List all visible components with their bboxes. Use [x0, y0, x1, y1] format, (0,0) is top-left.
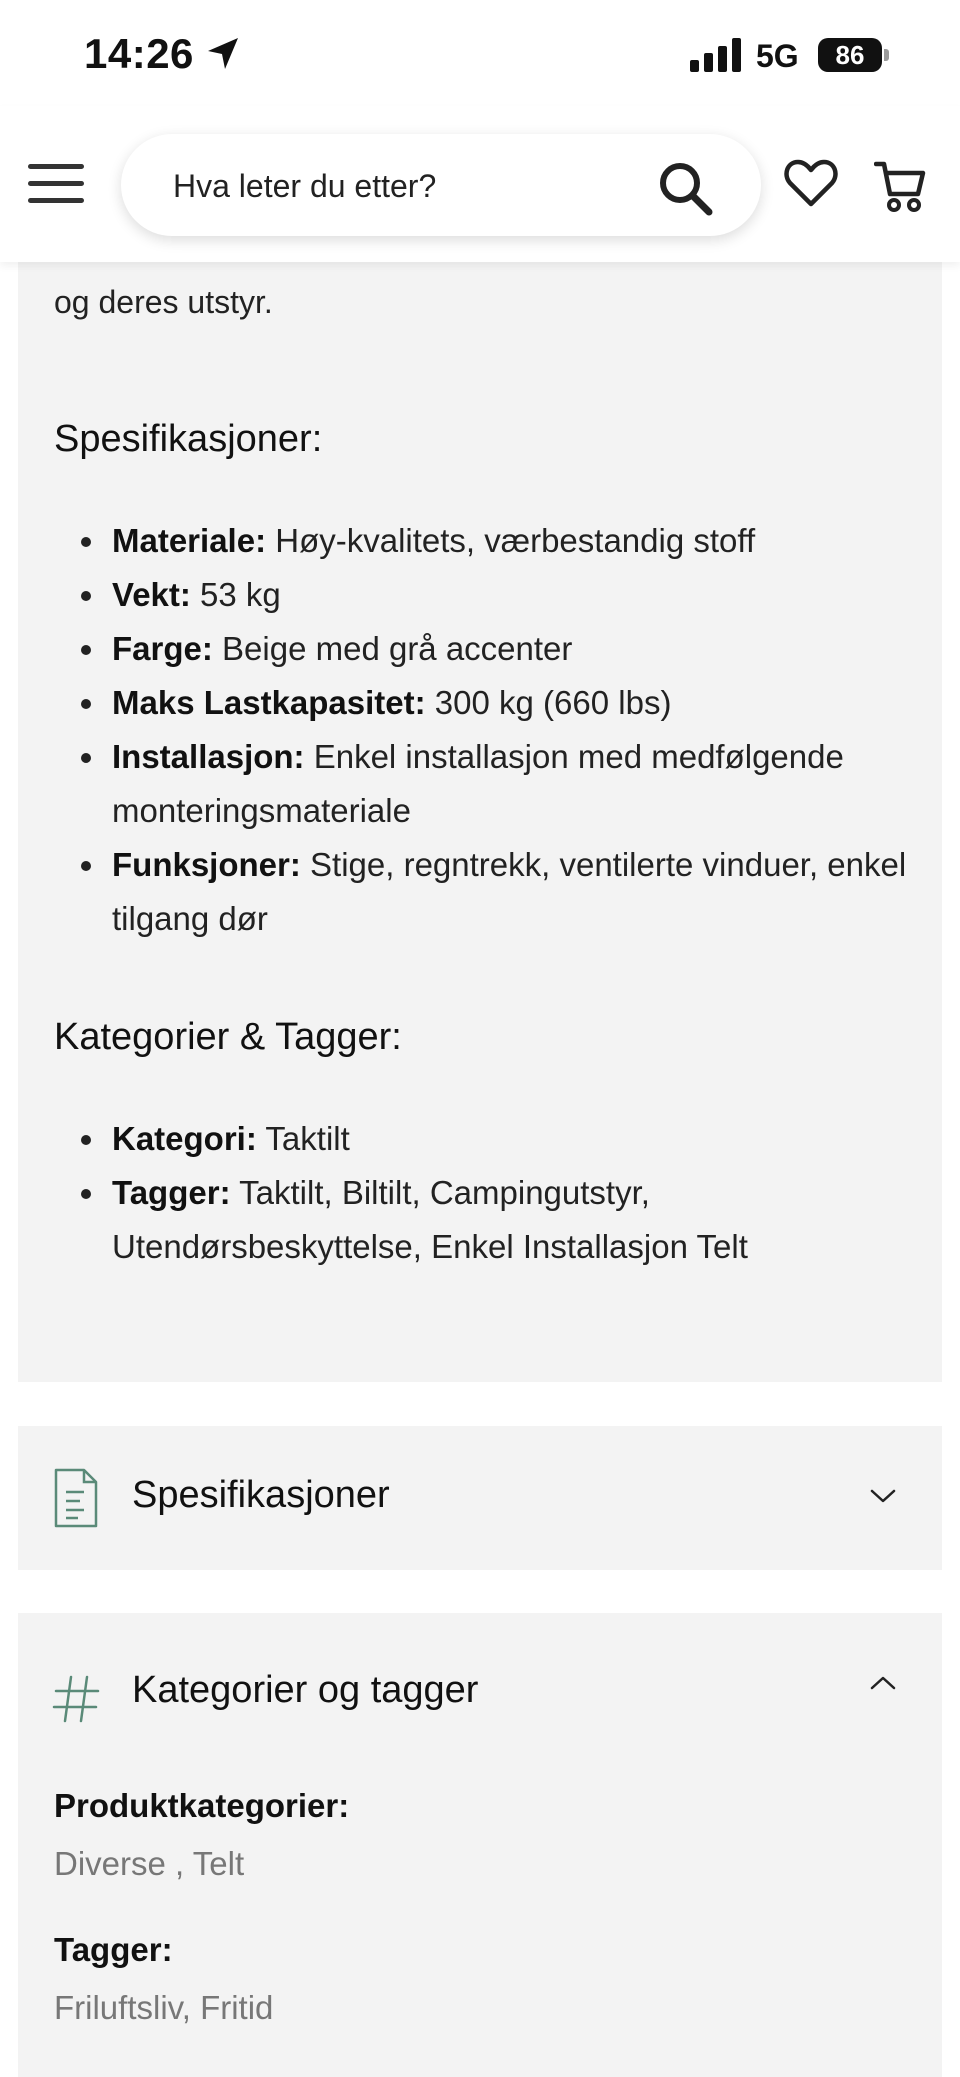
- tag-link-friluftsliv[interactable]: Friluftsliv: [54, 1989, 182, 2026]
- status-time: 14:26: [84, 30, 194, 77]
- status-bar: [0, 0, 960, 106]
- product-categories-label: Produktkategorier:: [54, 1787, 350, 1824]
- hash-icon: [52, 1667, 100, 1731]
- accordion-categories-toggle[interactable]: [18, 1613, 942, 1757]
- accordion-title: Spesifikasjoner: [132, 1474, 390, 1516]
- spec-list: [54, 514, 948, 946]
- list-item: • Tagger: Taktilt, Biltilt, Campingutstyr, Utendørsbeskyttelse, Enkel Installasjon Telt: [108, 1166, 948, 1274]
- search-bar: [121, 134, 761, 236]
- product-categories-list: Diverse , Telt: [54, 1845, 245, 1882]
- accordion-specifications-toggle[interactable]: [18, 1426, 942, 1570]
- list-item: • Materiale: Høy-kvalitets, værbestandig stoff: [108, 514, 948, 568]
- description-text: og deres utstyr.: [54, 284, 273, 320]
- accordion-specifications: [18, 1426, 942, 1570]
- category-list: [54, 1112, 948, 1274]
- chevron-up-icon: [868, 1673, 898, 1693]
- categories-heading: Kategorier & Tagger:: [54, 1016, 402, 1058]
- tags-label: Tagger:: [54, 1931, 173, 1968]
- list-item: • Farge: Beige med grå accenter: [108, 622, 948, 676]
- list-item: • Installasjon: Enkel installasjon med medfølgende monteringsmateriale: [108, 730, 948, 838]
- list-item: • Vekt: 53 kg: [108, 568, 948, 622]
- list-item: • Maks Lastkapasitet: 300 kg (660 lbs): [108, 676, 948, 730]
- accordion-title: Kategorier og tagger: [132, 1669, 479, 1711]
- document-icon: [52, 1466, 100, 1530]
- menu-icon[interactable]: [28, 164, 84, 204]
- list-item: • Kategori: Taktilt: [108, 1112, 948, 1166]
- cart-icon[interactable]: [874, 160, 926, 214]
- search-icon[interactable]: [657, 160, 715, 218]
- spec-heading: Spesifikasjoner:: [54, 418, 323, 460]
- location-arrow-icon: [206, 36, 240, 72]
- category-link-diverse[interactable]: Diverse: [54, 1845, 166, 1882]
- battery-icon: [818, 38, 888, 72]
- category-link-telt[interactable]: Telt: [192, 1845, 245, 1882]
- description-panel: [18, 200, 942, 1382]
- heart-icon[interactable]: [784, 158, 838, 208]
- tag-link-fritid[interactable]: Fritid: [200, 1989, 274, 2026]
- chevron-down-icon: [868, 1486, 898, 1506]
- site-header: [0, 106, 960, 262]
- search-input[interactable]: [171, 160, 645, 212]
- network-label: 5G: [756, 38, 799, 74]
- accordion-categories: [18, 1613, 942, 2077]
- list-item: • Funksjoner: Stige, regntrekk, ventilerte vinduer, enkel tilgang dør: [108, 838, 948, 946]
- tags-list: Friluftsliv, Fritid: [54, 1989, 274, 2026]
- signal-icon: [690, 38, 742, 72]
- battery-level: 86: [818, 38, 882, 72]
